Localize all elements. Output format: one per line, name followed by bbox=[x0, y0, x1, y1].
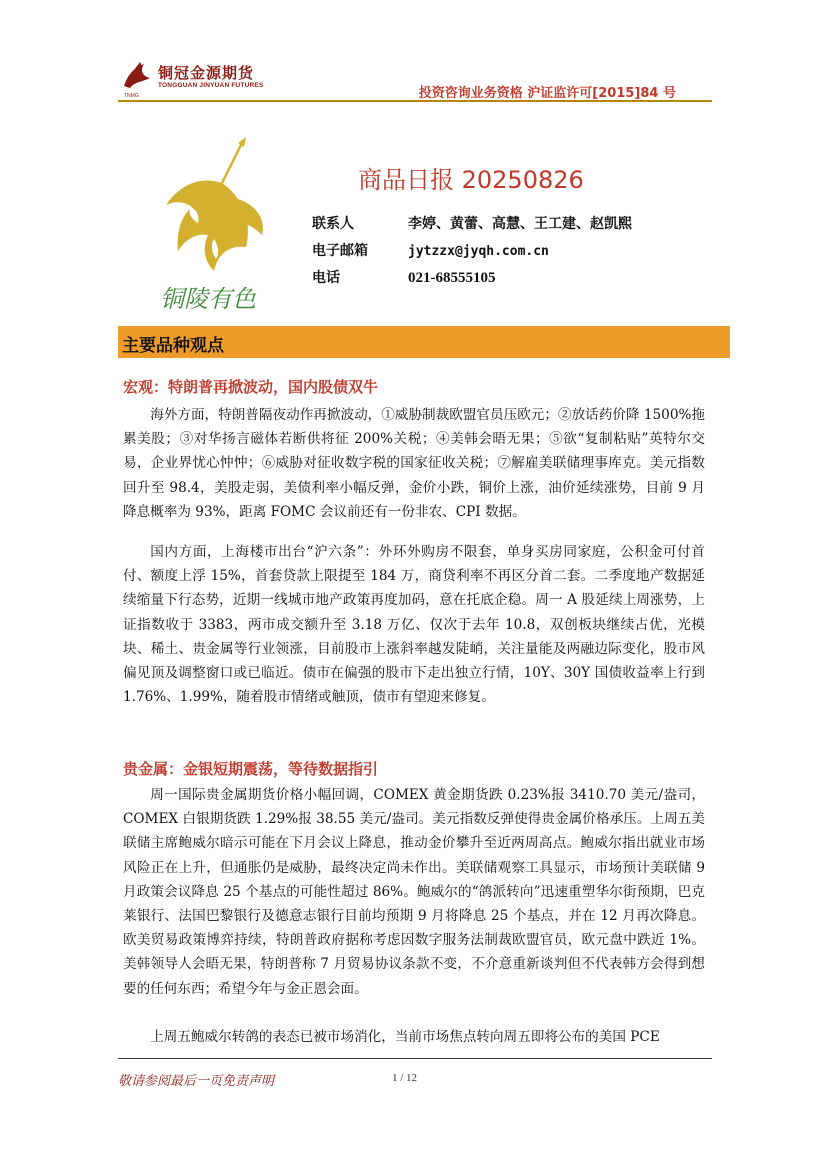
contact-phone-row bbox=[312, 267, 496, 287]
contact-phone-label: 电话 bbox=[312, 270, 340, 286]
contact-email-link[interactable]: jytzzx@jyqh.com.cn bbox=[408, 244, 549, 259]
logo-abbr: TNMG bbox=[124, 93, 139, 99]
contact-email-label: 电子邮箱 bbox=[312, 243, 368, 259]
logo-text-cn: 铜冠金源期货 bbox=[158, 64, 255, 82]
header-divider bbox=[118, 100, 712, 102]
tnmg-logo-icon bbox=[120, 60, 154, 90]
section-banner-label: 主要品种观点 bbox=[122, 336, 224, 356]
paragraph-macro-domestic: 国内方面，上海楼市出台“沪六条”：外环外购房不限套，单身买房同家庭，公积金可付首付、额度上浮 15%，首套贷款上限提至 184 万，商贷利率不再区分首二套。二季度地产数据延续缩量下行态势，近期一线城市地产政策再度加码，意在托底企稳。周一 A 股延续上周涨势，上证指数收于 3383，两市成交额升至 3.18 万亿、仅次于去年 10.8，双创板块继续占优，光模块、稀土、贵金属等行业领涨，目前股市上涨斜率越发陡峭，关注量能及两融边际变化，股市风偏见顶及调整窗口或已临近。债市在偏强的股市下走出独立行情，10Y、30Y 国债收益率上行到 1.76%、1.99%，随着股市情绪或触顶，债市有望迎来修复。 bbox=[123, 544, 705, 706]
page-number: 1 / 12 bbox=[392, 1072, 418, 1084]
tongling-logo-icon bbox=[138, 135, 278, 320]
footer-divider bbox=[118, 1058, 712, 1059]
license-text: 投资咨询业务资格 沪证监许可[2015]84 号 bbox=[418, 86, 676, 101]
section-banner bbox=[118, 326, 730, 358]
section-title-precious-metals: 贵金属：金银短期震荡，等待数据指引 bbox=[123, 760, 379, 778]
section-title-macro: 宏观：特朗普再掀波动，国内股债双牛 bbox=[123, 378, 379, 396]
paragraph-precious-metals-2: 上周五鲍威尔转鸽的表态已被市场消化，当前市场焦点转向周五即将公布的美国 PCE bbox=[150, 1029, 660, 1045]
tongling-logo bbox=[138, 135, 278, 320]
contact-person-row bbox=[312, 213, 632, 233]
contact-email-row bbox=[312, 240, 549, 260]
paragraph-precious-metals-1: 周一国际贵金属期货价格小幅回调，COMEX 黄金期货跌 0.23%报 3410.70 美元/盎司，COMEX 白银期货跌 1.29%报 38.55 美元/盎司。美元指数反弹使得贵金属价格承压。上周五美联储主席鲍威尔暗示可能在下月会议上降息，推动金价攀升至近两周高点。鲍威尔指出就业市场风险正在上升，但通胀仍是威胁，最终决定尚未作出。美联储观察工具显示，市场预计美联储 9 月政策会议降息 25 个基点的可能性超过 86%。鲍威尔的“鸽派转向”迅速重塑华尔街预期，巴克莱银行、法国巴黎银行及德意志银行目前均预期 9 月将降息 25 个基点，并在 12 月再次降息。欧美贸易政策博弈持续，特朗普政府据称考虑因数字服务法制裁欧盟官员，欧元盘中跌近 1%。美韩领导人会晤无果，特朗普称 7 月贸易协议条款不变，不介意重新谈判但不代表韩方会得到想要的任何东西；希望今年与金正恩会面。 bbox=[123, 787, 705, 997]
contact-person-value: 李婷、黄蕾、高慧、王工建、赵凯熙 bbox=[408, 216, 632, 232]
disclaimer-note: 敬请参阅最后一页免责声明 bbox=[118, 1074, 275, 1089]
logo-text-en: TONGGUAN JINYUAN FUTURES bbox=[158, 82, 264, 89]
company-logo bbox=[120, 60, 280, 99]
contact-person-label: 联系人 bbox=[312, 216, 354, 232]
logo-caption: 铜陵有色 bbox=[160, 285, 256, 313]
report-title: 商品日报 20250826 bbox=[358, 166, 584, 194]
contact-phone-value: 021-68555105 bbox=[408, 270, 496, 286]
paragraph-macro-overseas: 海外方面，特朗普隔夜动作再掀波动，①威胁制裁欧盟官员压欧元；②放话药价降 1500%拖累美股；③对华扬言磁体若断供将征 200%关税；④美韩会晤无果；⑤欲“复制粘贴”英特尔交易，企业界忧心忡忡；⑥威胁对征收数字税的国家征收关税；⑦解雇美联储理事库克。美元指数回升至 98.4，美股走弱，美债利率小幅反弹，金价小跌，铜价上涨，油价延续涨势，目前 9 月降息概率为 93%，距离 FOMC 会议前还有一份非农、CPI 数据。 bbox=[123, 407, 705, 520]
